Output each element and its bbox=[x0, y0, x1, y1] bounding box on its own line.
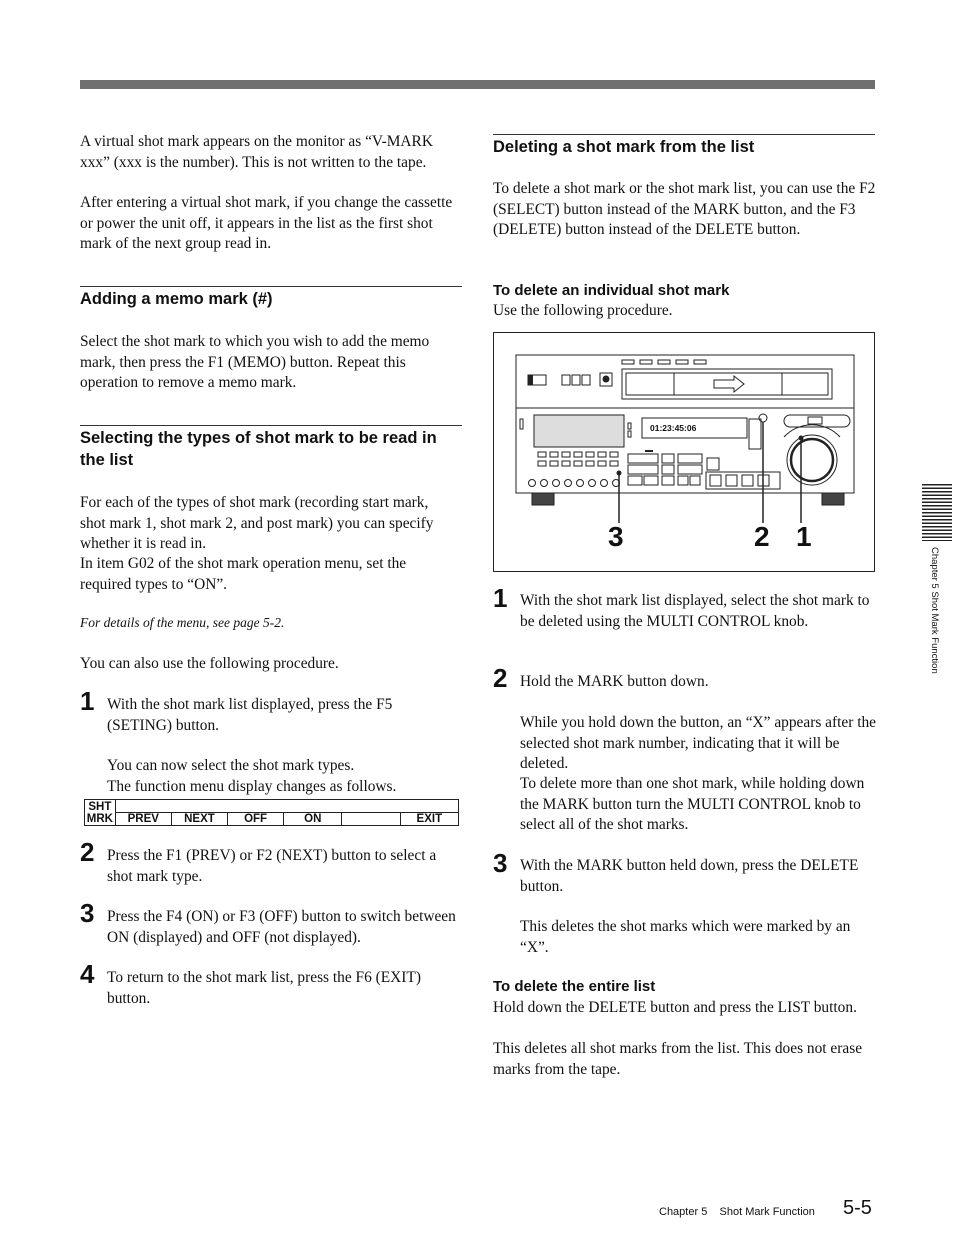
fn-menu-cell: OFF bbox=[228, 813, 284, 826]
delete-entire-heading: To delete the entire list bbox=[493, 978, 656, 995]
fn-menu-upper-row bbox=[115, 800, 458, 813]
step-text: Hold the MARK button down. bbox=[520, 673, 709, 690]
delete-heading: Deleting a shot mark from the list bbox=[493, 138, 755, 156]
fn-menu-cell: EXIT bbox=[400, 813, 458, 826]
step-text: Press the F1 (PREV) or F2 (NEXT) button to select a shot mark type. bbox=[107, 847, 437, 885]
fn-menu-cell: ON bbox=[284, 813, 342, 826]
step-number: 4 bbox=[80, 959, 95, 989]
fn-menu-cell: PREV bbox=[115, 813, 171, 826]
delete-intro: To delete a shot mark or the shot mark list, you can use the F2 (SELECT) button instead of the MARK button, and the F3 (DELETE) button instead of the DELETE button. bbox=[493, 180, 876, 238]
step-text: Press the F4 (ON) or F3 (OFF) button to switch between ON (displayed) and OFF (not displayed). bbox=[107, 908, 456, 946]
step-text: With the shot mark list displayed, press the F5 (SETING) button. bbox=[107, 696, 393, 734]
header-bar bbox=[80, 80, 875, 89]
select-types-paragraph-1: For each of the types of shot mark (recording start mark, shot mark 1, shot mark 2, and post mark) you can specify whether it is read in. bbox=[80, 494, 434, 552]
step-number: 3 bbox=[80, 898, 95, 928]
select-types-heading: Selecting the types of shot mark to be read in the list bbox=[80, 429, 437, 469]
fn-menu-cell: NEXT bbox=[171, 813, 227, 826]
step-text: With the shot mark list displayed, select the shot mark to be deleted using the MULTI CONTROL knob. bbox=[520, 592, 870, 630]
vtr-illustration bbox=[494, 333, 874, 571]
footer-chapter: Chapter 5 Shot Mark Function bbox=[659, 1206, 815, 1218]
callout-2: 2 bbox=[754, 521, 770, 552]
fn-menu-cell bbox=[342, 813, 400, 826]
vtr-front-panel-figure bbox=[493, 332, 875, 572]
step-subtext: To delete more than one shot mark, while holding down the MARK button turn the MULTI CONTROL knob to select all of the shot marks. bbox=[520, 775, 865, 833]
step-subtext: The function menu display changes as follows. bbox=[107, 778, 397, 795]
fn-menu-label: SHT MRK bbox=[85, 800, 116, 826]
section-rule bbox=[493, 134, 875, 135]
step-text: To return to the shot mark list, press the F6 (EXIT) button. bbox=[107, 969, 421, 1007]
chapter-side-label-container bbox=[928, 547, 943, 707]
callout-3: 3 bbox=[608, 521, 624, 552]
delete-individual-intro: Use the following procedure. bbox=[493, 302, 673, 319]
section-rule bbox=[80, 425, 462, 426]
timecode-readout: 01:23:45:06 bbox=[650, 423, 697, 433]
step-subtext: While you hold down the button, an “X” appears after the selected shot mark number, indicating that it will be deleted. bbox=[520, 714, 877, 772]
chapter-side-label: Chapter 5 Shot Mark Function bbox=[929, 547, 940, 674]
step-text: With the MARK button held down, press the DELETE button. bbox=[520, 857, 859, 895]
page-number: 5-5 bbox=[843, 1197, 872, 1219]
delete-individual-heading: To delete an individual shot mark bbox=[493, 282, 730, 299]
section-rule bbox=[80, 286, 462, 287]
step-subtext: You can now select the shot mark types. bbox=[107, 757, 355, 774]
function-menu-display bbox=[84, 799, 459, 826]
step-number: 2 bbox=[80, 837, 95, 867]
intro-paragraph-2: After entering a virtual shot mark, if you change the cassette or power the unit off, it appears in the list as the first shot mark of the next group read in. bbox=[80, 194, 453, 252]
callout-1: 1 bbox=[796, 521, 812, 552]
delete-entire-paragraph-2: This deletes all shot marks from the list. This does not erase marks from the tape. bbox=[493, 1040, 863, 1078]
select-types-paragraph-2: In item G02 of the shot mark operation menu, set the required types to “ON”. bbox=[80, 555, 407, 593]
memo-heading: Adding a memo mark (#) bbox=[80, 290, 273, 308]
menu-note: For details of the menu, see page 5-2. bbox=[80, 615, 285, 630]
memo-text: Select the shot mark to which you wish to add the memo mark, then press the F1 (MEMO) button. Repeat this operation to remove a memo mark. bbox=[80, 333, 430, 391]
also-text: You can also use the following procedure. bbox=[80, 655, 339, 672]
delete-entire-paragraph-1: Hold down the DELETE button and press the LIST button. bbox=[493, 999, 857, 1016]
step-number: 1 bbox=[80, 686, 95, 716]
chapter-thumb-tab bbox=[922, 484, 952, 541]
step-number: 2 bbox=[493, 663, 508, 693]
step-subtext: This deletes the shot marks which were marked by an “X”. bbox=[520, 918, 851, 956]
step-number: 1 bbox=[493, 583, 508, 613]
intro-paragraph-1: A virtual shot mark appears on the monitor as “V-MARK xxx” (xxx is the number). This is not written to the tape. bbox=[80, 133, 433, 171]
step-number: 3 bbox=[493, 848, 508, 878]
